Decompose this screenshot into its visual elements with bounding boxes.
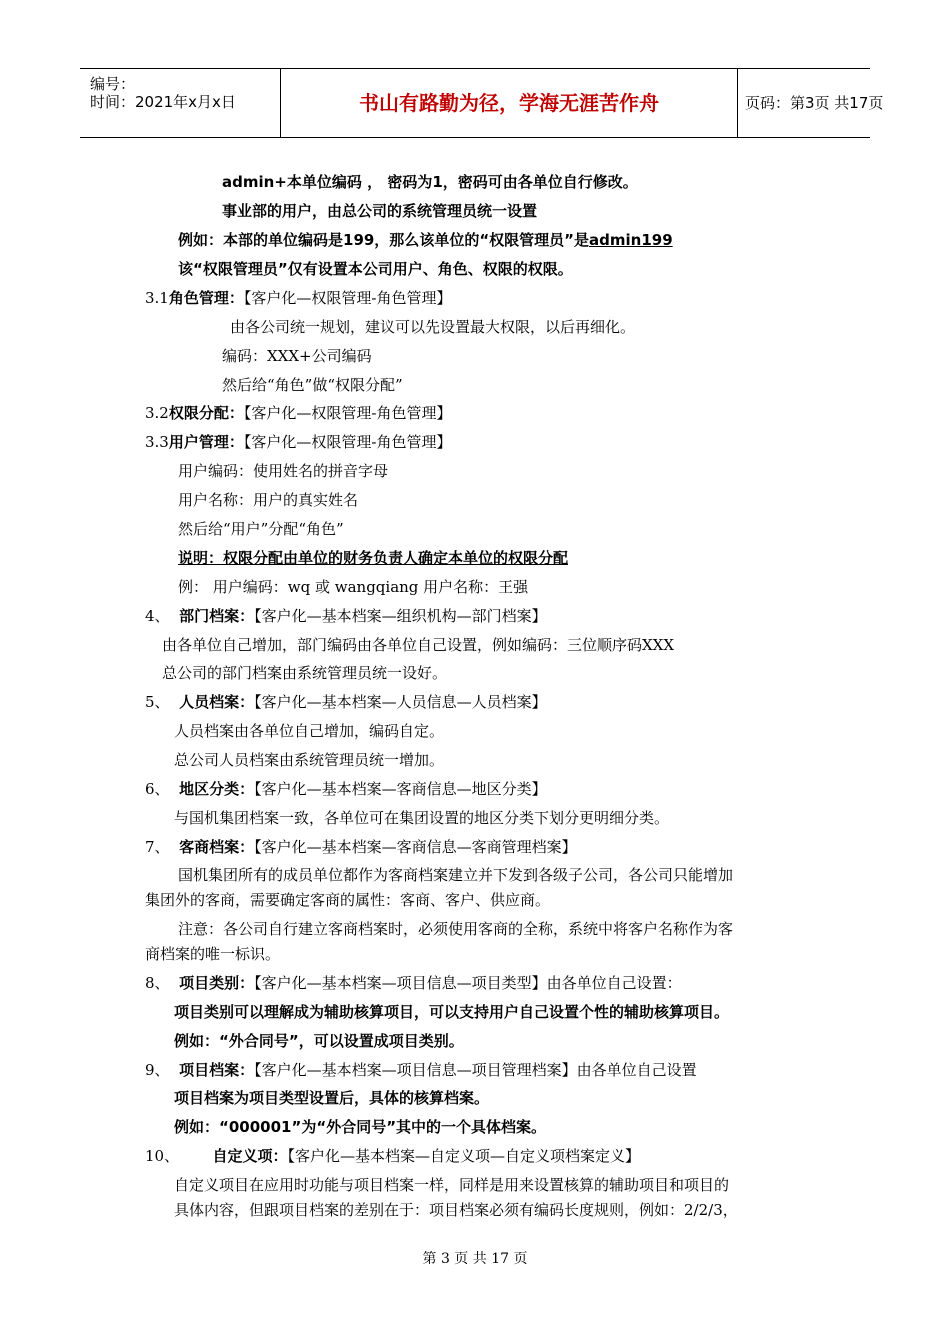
text-line: 例如：“000001”为“外合同号”其中的一个具体档案。 <box>174 1118 547 1136</box>
text-line: 事业部的用户，由总公司的系统管理员统一设置 <box>222 202 538 220</box>
section-heading: 9、 项目档案：【客户化—基本档案—项目信息—项目管理档案】由各单位自己设置 <box>145 1061 697 1079</box>
text-line: 例如：“外合同号”，可以设置成项目类别。 <box>174 1032 464 1050</box>
text-line: 集团外的客商，需要确定客商的属性：客商、客户、供应商。 <box>145 891 551 909</box>
header-meta <box>80 69 280 137</box>
page-header <box>80 68 884 138</box>
text-line: 由各单位自己增加，部门编码由各单位自己设置，例如编码：三位顺序码XXX <box>162 636 675 654</box>
section-heading: 3.2权限分配：【客户化—权限管理-角色管理】 <box>145 404 452 422</box>
text-line: 总公司的部门档案由系统管理员统一设好。 <box>162 664 448 682</box>
text-line: 编码：XXX+公司编码 <box>222 347 372 365</box>
page-footer: 第 3 页 共 17 页 <box>422 1251 528 1267</box>
header-page-info: 页码：第3页 共17页 <box>745 94 884 112</box>
section-heading: 7、 客商档案：【客户化—基本档案—客商信息—客商管理档案】 <box>145 838 577 856</box>
section-heading: 5、 人员档案：【客户化—基本档案—人员信息—人员档案】 <box>145 693 547 711</box>
text-line: 国机集团所有的成员单位都作为客商档案建立并下发到各级子公司，各公司只能增加 <box>178 866 734 884</box>
text-line: 自定义项目在应用时功能与项目档案一样，同样是用来设置核算的辅助项目和项目的 <box>174 1176 730 1194</box>
text-line: 人员档案由各单位自己增加，编码自定。 <box>174 722 445 740</box>
text-line: 项目档案为项目类型设置后，具体的核算档案。 <box>174 1089 490 1107</box>
admin-account-link: admin199 <box>589 231 673 249</box>
text-line: 然后给“用户”分配“角色” <box>178 520 344 538</box>
text-line: 例： 用户编码：wq 或 wangqiang 用户名称：王强 <box>178 578 529 596</box>
header-motto: 书山有路勤为径，学海无涯苦作舟 <box>280 69 738 137</box>
section-heading: 6、 地区分类：【客户化—基本档案—客商信息—地区分类】 <box>145 780 547 798</box>
text-line: 与国机集团档案一致，各单位可在集团设置的地区分类下划分更明细分类。 <box>174 809 670 827</box>
doc-time: 时间：2021年x月x日 <box>90 93 236 111</box>
text-line: 由各公司统一规划，建议可以先设置最大权限，以后再细化。 <box>230 318 636 336</box>
section-heading: 8、 项目类别：【客户化—基本档案—项目信息—项目类型】由各单位自己设置： <box>145 974 682 992</box>
section-heading: 3.1角色管理：【客户化—权限管理-角色管理】 <box>145 289 452 307</box>
text-line: 具体内容，但跟项目档案的差别在于：项目档案必须有编码长度规则，例如：2/2/3， <box>174 1201 738 1219</box>
text-line: 用户编码：使用姓名的拼音字母 <box>178 462 389 480</box>
section-heading: 3.3用户管理：【客户化—权限管理-角色管理】 <box>145 433 452 451</box>
text-line: 注意：各公司自行建立客商档案时，必须使用客商的全称，系统中将客户名称作为客 <box>178 920 734 938</box>
text-line: 然后给“角色”做“权限分配” <box>222 376 403 394</box>
text-line: 该“权限管理员”仅有设置本公司用户、角色、权限的权限。 <box>178 260 573 278</box>
text-line: 项目类别可以理解成为辅助核算项目，可以支持用户自己设置个性的辅助核算项目。 <box>174 1003 730 1021</box>
text-line: 总公司人员档案由系统管理员统一增加。 <box>174 751 445 769</box>
text-line: admin+本单位编码 ， 密码为1，密码可由各单位自行修改。 <box>222 173 638 191</box>
text-line: 用户名称：用户的真实姓名 <box>178 491 359 509</box>
doc-number: 编号： <box>90 75 136 93</box>
text-line: 商档案的唯一标识。 <box>145 945 281 963</box>
section-heading: 4、 部门档案：【客户化—基本档案—组织机构—部门档案】 <box>145 607 547 625</box>
note-line: 说明：权限分配由单位的财务负责人确定本单位的权限分配 <box>178 549 569 567</box>
section-heading: 10、 自定义项：【客户化—基本档案—自定义项—自定义项档案定义】 <box>145 1147 641 1165</box>
text-line: 例如：本部的单位编码是199，那么该单位的“权限管理员”是admin199 <box>178 231 673 249</box>
